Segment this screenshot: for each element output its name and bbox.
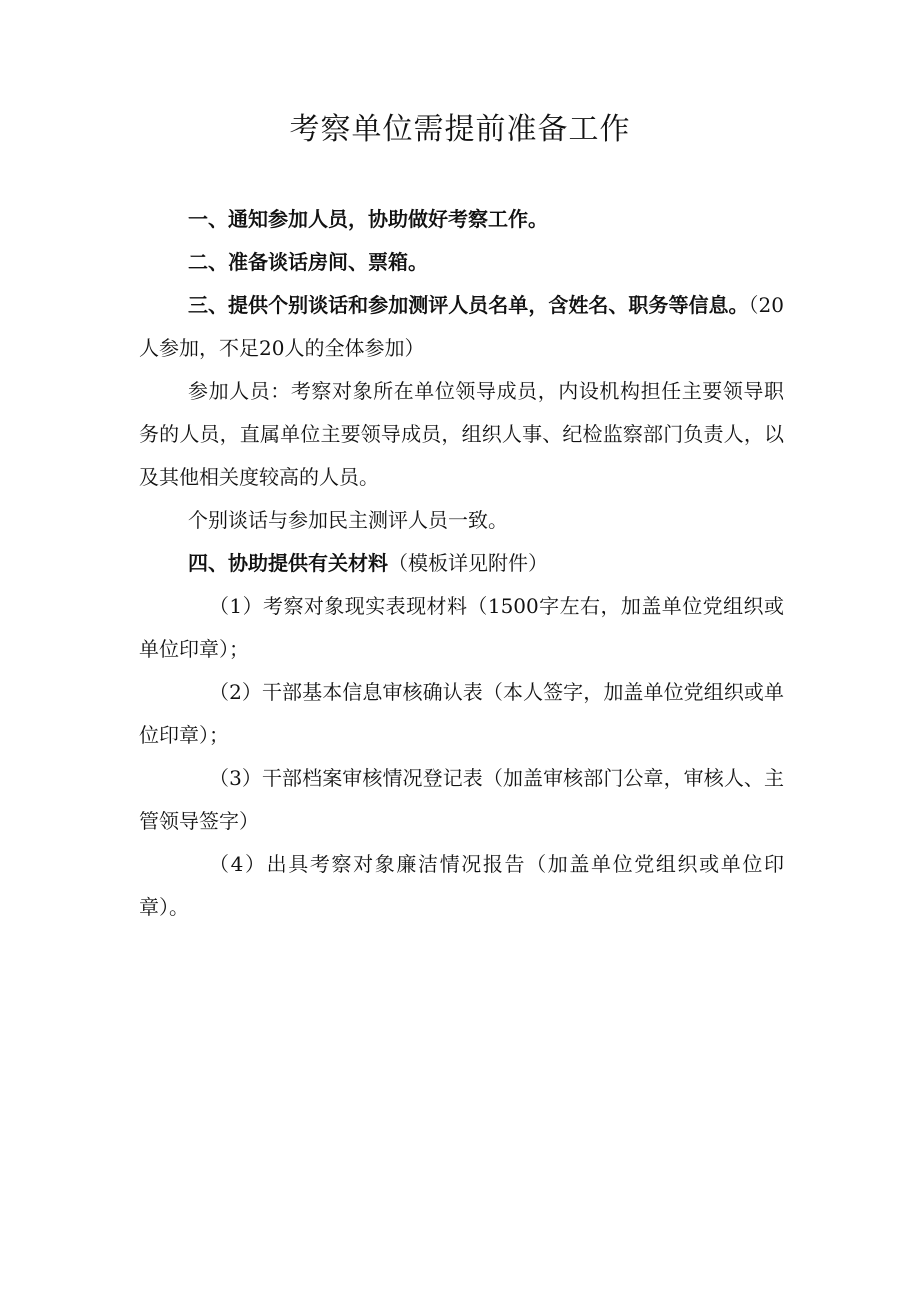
item-heading: 四、协助提供有关材料 (188, 551, 388, 575)
sub-item-4: （4）出具考察对象廉洁情况报告（加盖单位党组织或单位印章）。 (139, 852, 784, 919)
item-heading: 三、提供个别谈话和参加测评人员名单，含姓名、职务等信息。 (188, 293, 749, 317)
talk-paragraph: 个别谈话与参加民主测评人员一致。 (188, 508, 508, 532)
item-room (139, 241, 784, 284)
item-notify (139, 198, 784, 241)
item-note: （20人参加，不足20人的全体参加） (139, 293, 784, 360)
participants-paragraph: 参加人员：考察对象所在单位领导成员，内设机构担任主要领导职务的人员，直属单位主要领导成员，组织人事、纪检监察部门负责人，以及其他相关度较高的人员。 (139, 379, 784, 489)
document-body (139, 198, 784, 929)
document-title: 考察单位需提前准备工作 (289, 112, 631, 147)
item-materials (139, 542, 784, 585)
item-note: （模板详见附件） (388, 551, 548, 575)
sub-item-2: （2）干部基本信息审核确认表（本人签字，加盖单位党组织或单位印章）； (139, 680, 784, 747)
item-heading: 二、准备谈话房间、票箱。 (188, 250, 428, 274)
item-heading: 一、通知参加人员，协助做好考察工作。 (188, 207, 548, 231)
sub-item-3: （3）干部档案审核情况登记表（加盖审核部门公章，审核人、主管领导签字） (139, 766, 784, 833)
sub-item-1: （1）考察对象现实表现材料（1500字左右，加盖单位党组织或单位印章）； (139, 594, 784, 661)
item-namelist (139, 284, 784, 370)
